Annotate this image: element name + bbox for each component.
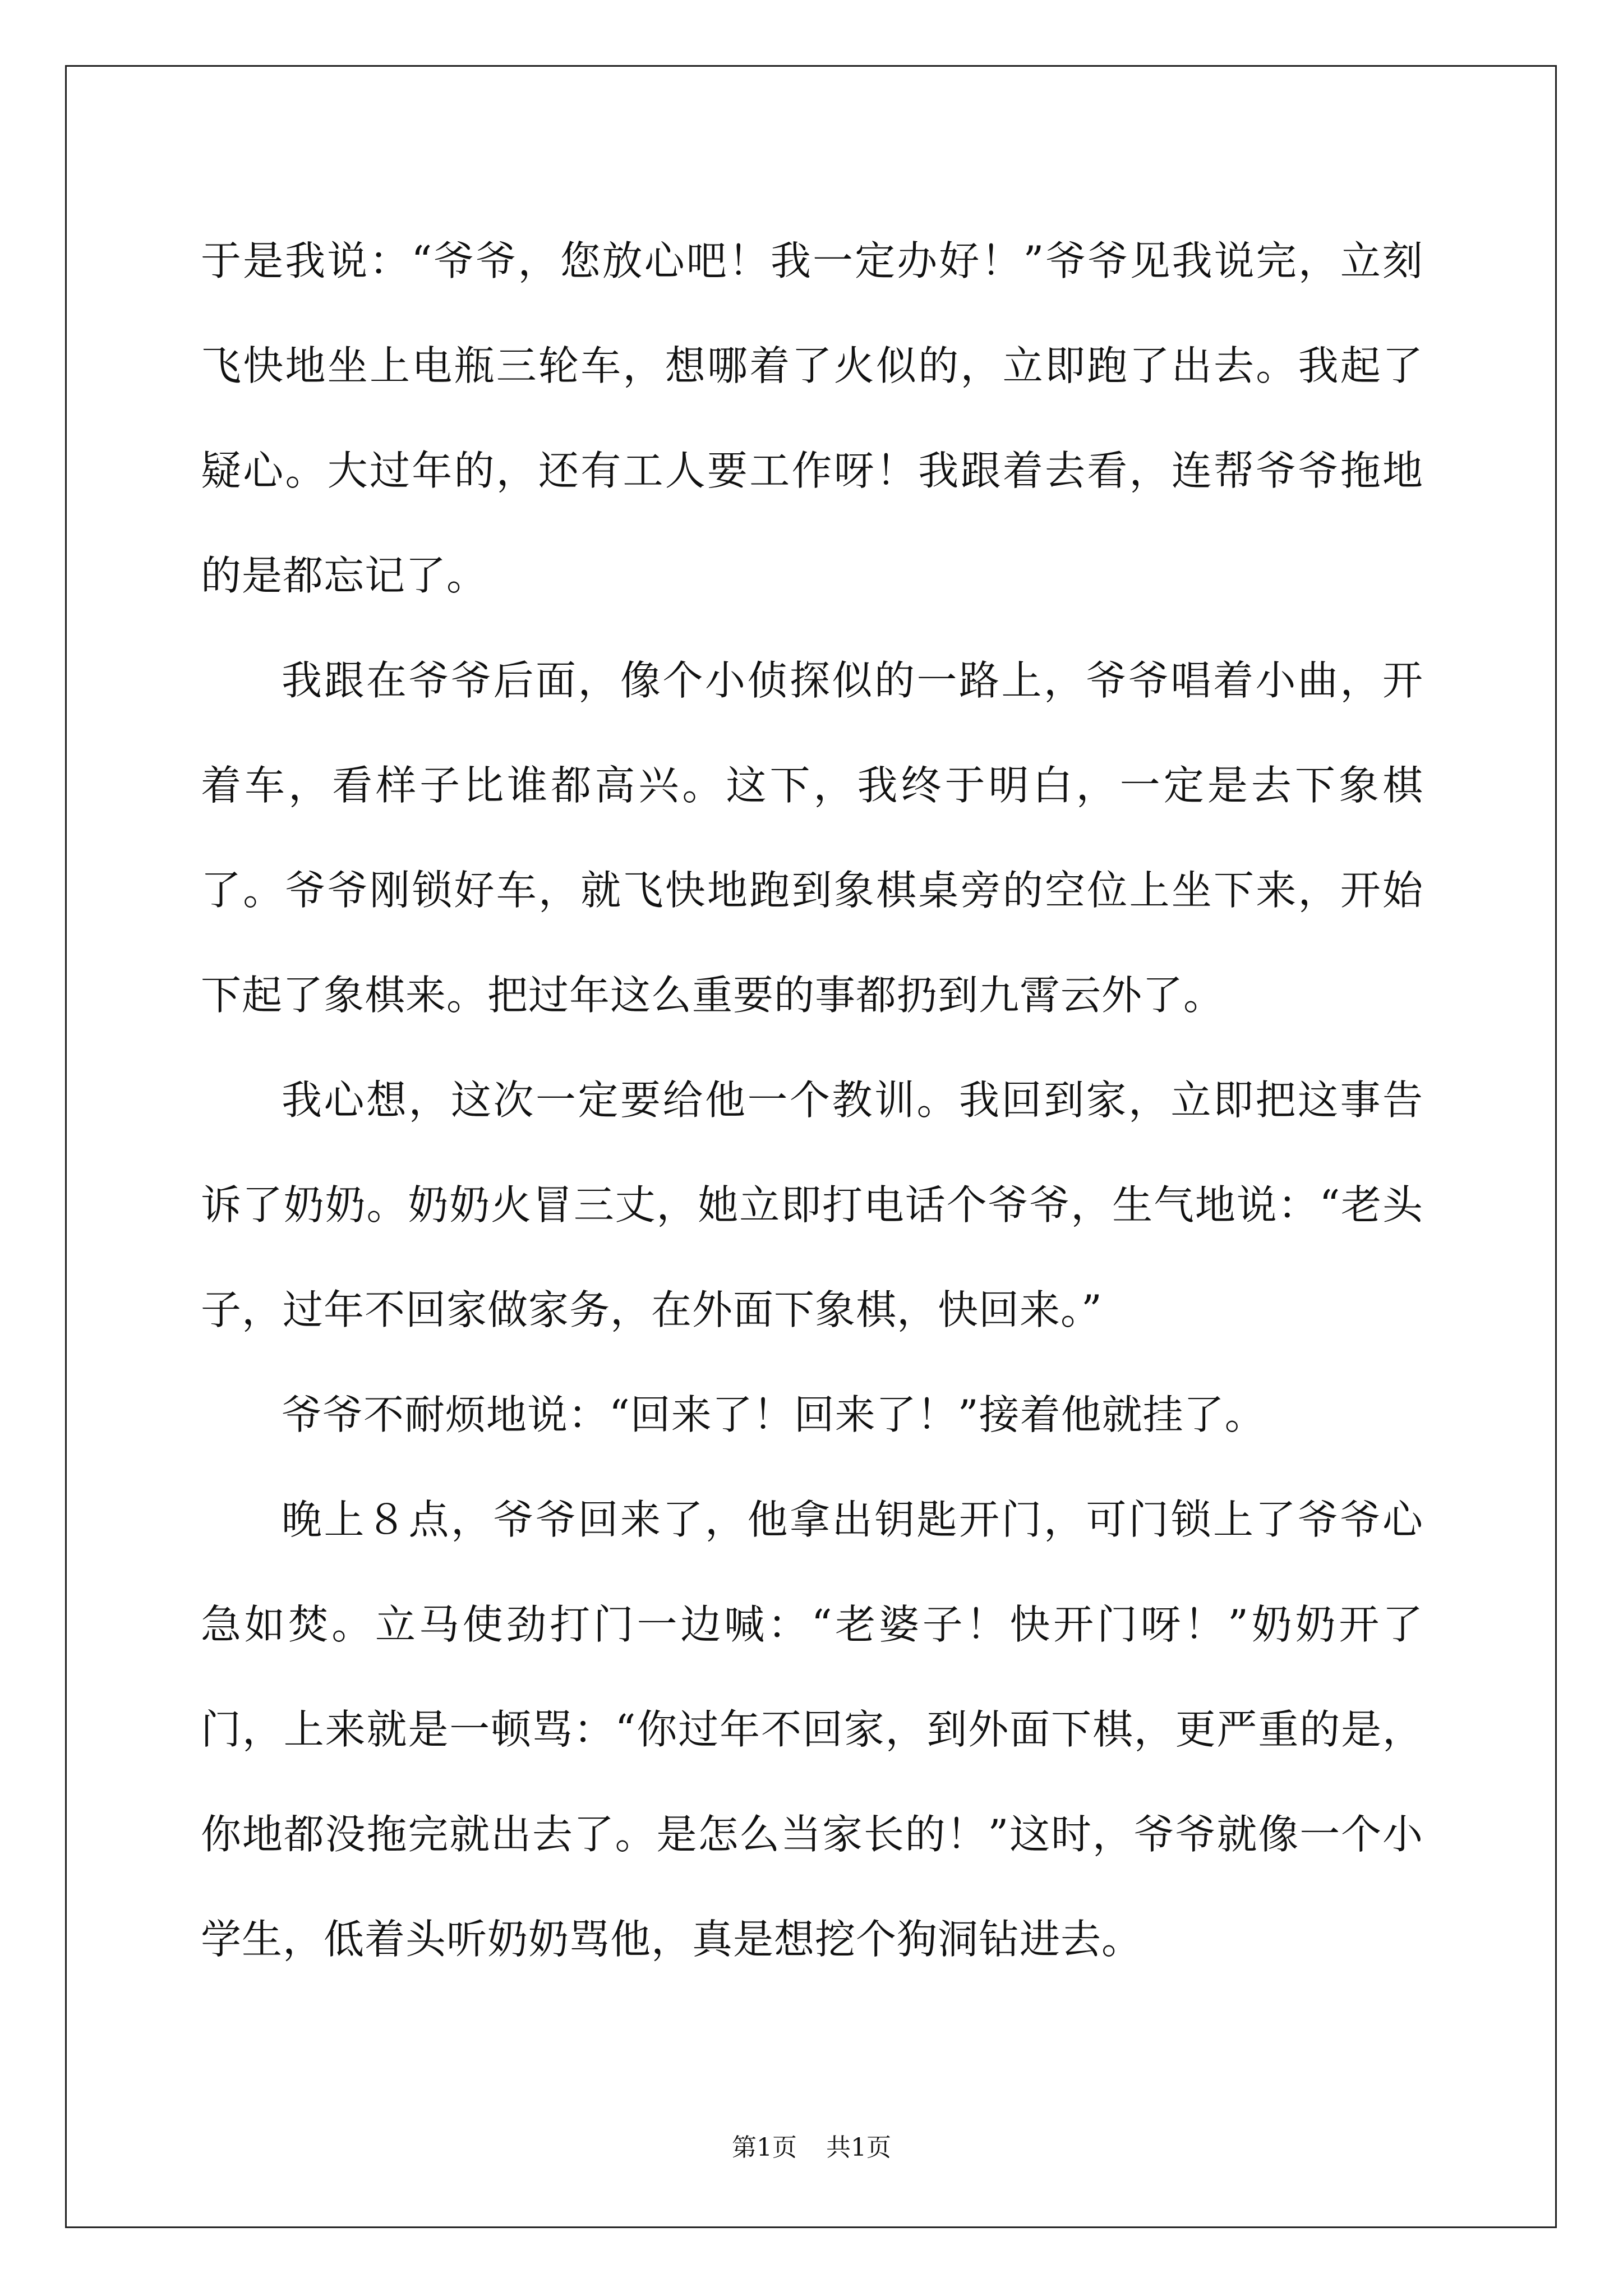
paragraph-1: 于是我说：“爷爷，您放心吧！我一定办好！”爷爷见我说完，立刻飞快地坐上电瓶三轮车，想哪着了火似的，立即跑了出去。我起了疑心。大过年的，还有工人要工作呀！我跟着去看，连帮爷爷拖地的是都忘记了。	[201, 237, 1423, 599]
document-body	[201, 209, 1423, 1992]
page-total: 共1页	[826, 2133, 891, 2162]
paragraph-3: 我心想，这次一定要给他一个教训。我回到家，立即把这事告诉了奶奶。奶奶火冒三丈，她立即打电话个爷爷，生气地说：“老头子，过年不回家做家务，在外面下象棋，快回来。”	[201, 1076, 1423, 1333]
page-number: 第1页	[732, 2133, 797, 2162]
paragraph-2: 我跟在爷爷后面，像个小侦探似的一路上，爷爷唱着小曲，开着车，看样子比谁都高兴。这下，我终于明白，一定是去下象棋了。爷爷刚锁好车，就飞快地跑到象棋桌旁的空位上坐下来，开始下起了象棋来。把过年这么重要的事都扔到九霄云外了。	[201, 657, 1423, 1019]
paragraph-5: 晚上８点，爷爷回来了，他拿出钥匙开门，可门锁上了爷爷心急如焚。立马使劲打门一边喊：“老婆子！快开门呀！”奶奶开了门，上来就是一顿骂：“你过年不回家，到外面下棋，更严重的是，你地都没拖完就出去了。是怎么当家长的！”这时，爷爷就像一个小学生，低着头听奶奶骂他，真是想挖个狗洞钻进去。	[201, 1496, 1423, 1963]
page-footer	[0, 2127, 1623, 2163]
paragraph-4: 爷爷不耐烦地说：“回来了！回来了！”接着他就挂了。	[282, 1391, 1266, 1438]
